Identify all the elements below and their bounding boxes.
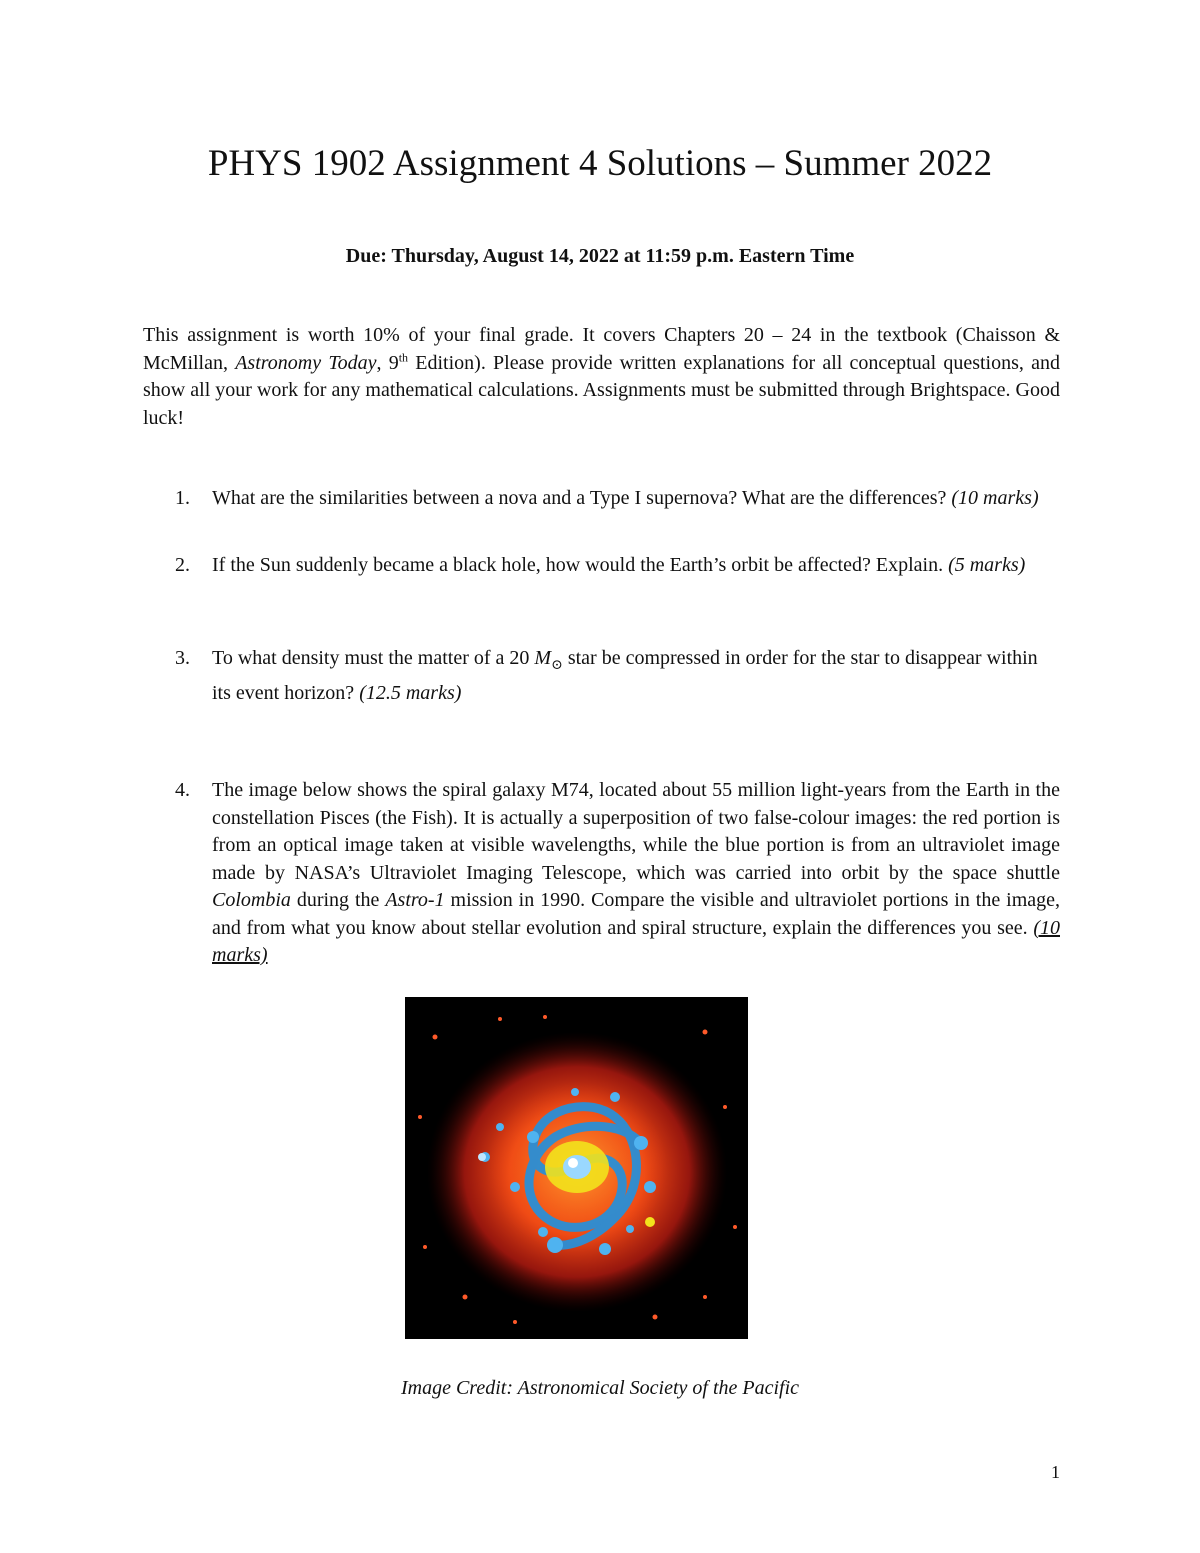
question-marks: (5 marks) <box>948 554 1026 576</box>
page-title: PHYS 1902 Assignment 4 Solutions – Summer 2022 <box>207 143 993 184</box>
page-number: 1 <box>1051 1462 1060 1482</box>
question-number: 4. <box>175 779 190 801</box>
question-text: If the Sun suddenly became a black hole, how would the Earth’s orbit be affected? Explain. <box>212 554 949 576</box>
image-caption: Image Credit: Astronomical Society of the Pacific <box>400 1377 800 1399</box>
question-number: 3. <box>175 647 190 669</box>
question-text-before: To what density must the matter of a 20 <box>212 647 535 669</box>
question-text-2: during the <box>290 889 386 911</box>
solar-mass-symbol: M <box>534 647 552 669</box>
question-3 <box>143 645 1060 707</box>
question-1 <box>143 485 1060 513</box>
question-text: What are the similarities between a nova and a Type I supernova? What are the differences? <box>212 487 952 509</box>
intro-text-3: Edition). Please provide written explanations for all conceptual questions, and show all your work for any mathematical calculations. Assignments must be submitted through Brightspace. Good luck! <box>143 351 1060 429</box>
question-text-1: The image below shows the spiral galaxy M74, located about 55 million light-years from the Earth in the constellation Pisces (the Fish). It is actually a superposition of two false-colour images: the red portion is from an optical image taken at visible wavelengths, while the blue portion is from an ultraviolet image made by NASA’s Ultraviolet Imaging Telescope, which was carried into orbit by the space shuttle <box>212 779 1060 884</box>
question-marks: (10 marks) <box>951 487 1039 509</box>
question-text-after: star be compressed in order for the star to disappear within its event horizon? <box>212 647 1038 704</box>
intro-text-2: , 9 <box>376 351 399 374</box>
intro-paragraph <box>143 322 1060 432</box>
intro-text-1: This assignment is worth 10% of your final grade. It covers Chapters 20 – 24 in the textbook (Chaisson & McMillan, <box>143 324 1060 374</box>
sun-symbol: ⊙ <box>551 658 563 673</box>
question-2 <box>143 552 1060 580</box>
shuttle-name: Colombia <box>212 889 291 911</box>
galaxy-image <box>405 997 748 1339</box>
question-4 <box>143 777 1060 970</box>
question-number: 1. <box>175 487 190 509</box>
question-marks: (12.5 marks) <box>359 681 462 704</box>
galaxy-illustration <box>405 997 748 1339</box>
due-date: Due: Thursday, August 14, 2022 at 11:59 p.m. Eastern Time <box>345 245 855 267</box>
edition-superscript: th <box>398 349 409 364</box>
question-marks: (10 marks) <box>212 916 1060 966</box>
question-number: 2. <box>175 554 190 576</box>
question-text-3: mission in 1990. Compare the visible and ultraviolet portions in the image, and from what you know about stellar evolution and spiral structure, explain the differences you see. <box>212 889 1060 939</box>
mission-name: Astro-1 <box>385 889 445 911</box>
book-title: Astronomy Today <box>235 351 377 374</box>
